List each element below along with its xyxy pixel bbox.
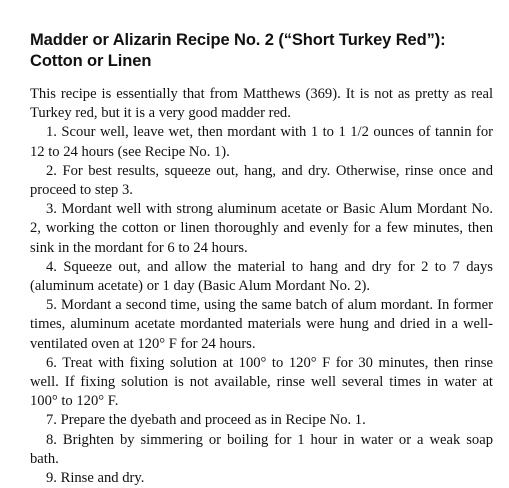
step-6: 6. Treat with fixing solution at 100° to 120° F for 30 minutes, then rinse well. If fixing solution is not available, rinse well several times in water at 100° to 120° F. [30,354,493,410]
recipe-title: Madder or Alizarin Recipe No. 2 (“Short Turkey Red”): [30,31,446,49]
recipe-subtitle: Cotton or Linen [30,52,152,70]
recipe-body [30,85,493,488]
intro-paragraph: This recipe is essentially that from Matthews (369). It is not as pretty as real Turkey red, but it is a very good madder red. [30,86,493,122]
step-7: 7. Prepare the dyebath and proceed as in Recipe No. 1. [46,412,366,429]
step-8: 8. Brighten by simmering or boiling for 1 hour in water or a weak soap bath. [30,431,493,467]
step-4: 4. Squeeze out, and allow the material to hang and dry for 2 to 7 days (aluminum acetate) or 1 day (Basic Alum Mordant No. 2). [30,258,493,295]
step-3: 3. Mordant well with strong aluminum acetate or Basic Alum Mordant No. 2, working the cotton or linen thoroughly and evenly for a few minutes, then sink in the mordant for 6 to 24 hours. [30,201,493,256]
step-9: 9. Rinse and dry. [46,470,145,487]
recipe-heading [30,30,493,72]
step-5: 5. Mordant a second time, using the same batch of alum mordant. In former times, aluminum acetate mordanted materials were hung and dried in a well-ventilated oven at 120° F for 24 hours. [30,297,493,352]
step-2: 2. For best results, squeeze out, hang, and dry. Otherwise, rinse once and proceed to step 3. [30,162,493,199]
step-1: 1. Scour well, leave wet, then mordant with 1 to 1 1/2 ounces of tannin for 12 to 24 hours (see Recipe No. 1). [30,124,493,160]
